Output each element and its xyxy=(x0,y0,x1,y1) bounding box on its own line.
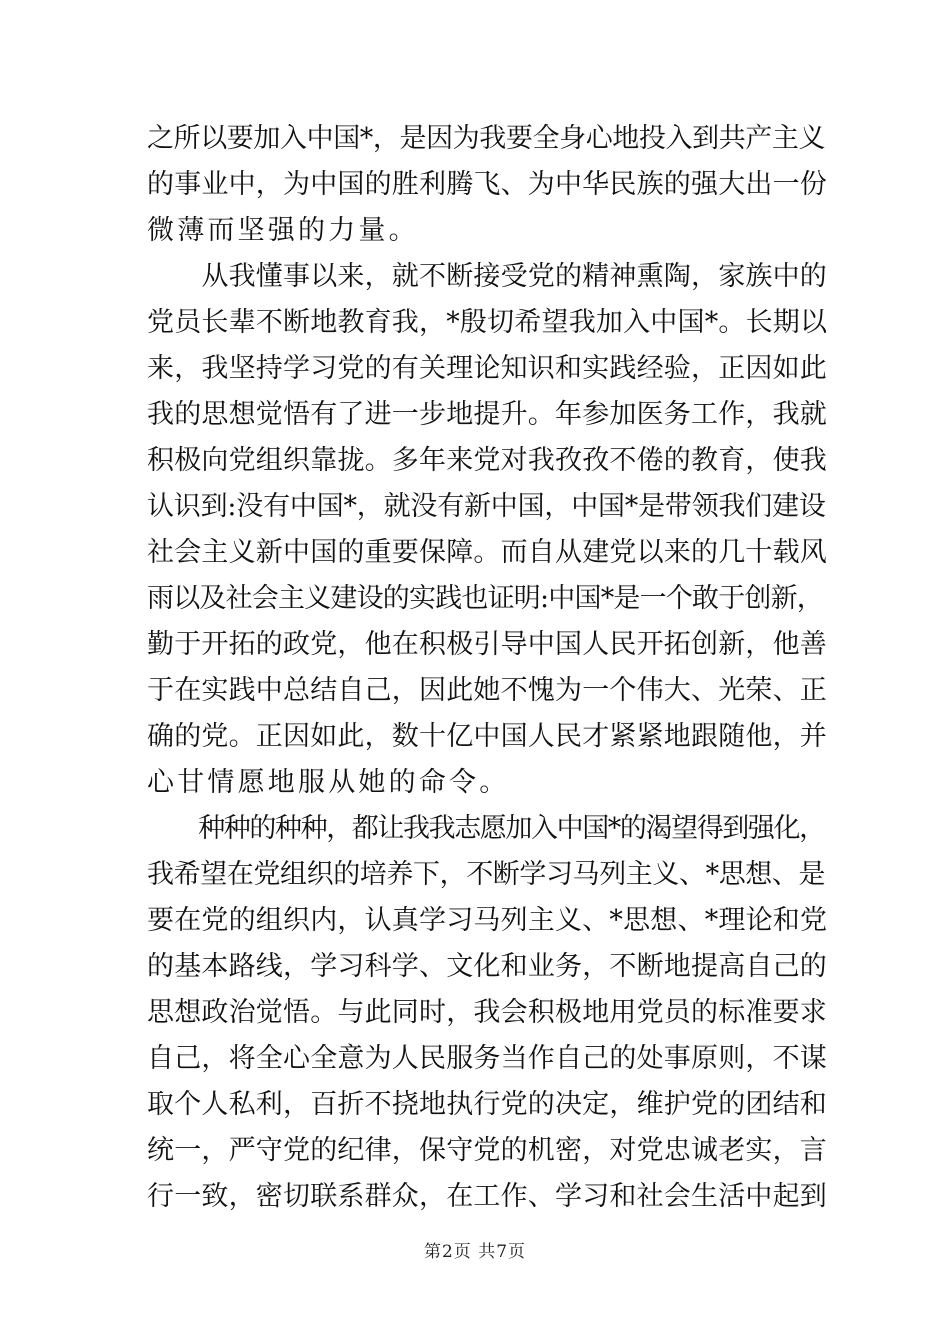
body-text-line: 要在党的组织内，认真学习马列主义、*思想、*理论和党 xyxy=(147,905,828,936)
body-text-line: 自己，将全心全意为人民服务当作自己的处事原则，不谋 xyxy=(147,1043,827,1074)
body-text-line: 微薄而坚强的力量。 xyxy=(147,215,419,246)
body-text-line: 积极向党组织靠拢。多年来党对我孜孜不倦的教育，使我 xyxy=(147,445,827,476)
body-text-line: 思想政治觉悟。与此同时，我会积极地用党员的标准要求 xyxy=(147,997,827,1028)
body-text-line: 雨以及社会主义建设的实践也证明:中国*是一个敢于创新， xyxy=(147,583,823,614)
body-text-line: 于在实践中总结自己，因此她不愧为一个伟大、光荣、正 xyxy=(147,675,827,706)
body-text-line: 来，我坚持学习党的有关理论知识和实践经验，正因如此 xyxy=(147,353,827,384)
body-text-line: 社会主义新中国的重要保障。而自从建党以来的几十载风 xyxy=(147,537,827,568)
body-text-line: 取个人私利，百折不挠地执行党的决定，维护党的团结和 xyxy=(147,1089,827,1120)
body-text-line: 种种的种种，都让我我志愿加入中国*的渴望得到强化， xyxy=(147,813,825,844)
body-text-line: 我的思想觉悟有了进一步地提升。年参加医务工作，我就 xyxy=(147,399,827,430)
body-text-line: 心甘情愿地服从她的命令。 xyxy=(147,767,510,798)
body-text-line: 的基本路线，学习科学、文化和业务，不断地提高自己的 xyxy=(147,951,827,982)
body-text-line: 统一，严守党的纪律，保守党的机密，对党忠诚老实，言 xyxy=(147,1135,827,1166)
body-text-line: 党员长辈不断地教育我，*殷切希望我加入中国*。长期以 xyxy=(147,307,828,338)
body-text-line: 之所以要加入中国*，是因为我要全身心地投入到共产主义 xyxy=(147,123,826,154)
body-text-line: 勤于开拓的政党，他在积极引导中国人民开拓创新，他善 xyxy=(147,629,827,660)
body-text-line: 从我懂事以来，就不断接受党的精神熏陶，家族中的 xyxy=(147,261,827,292)
body-text-line: 确的党。正因如此，数十亿中国人民才紧紧地跟随他，并 xyxy=(147,721,827,752)
body-text-line: 行一致，密切联系群众，在工作、学习和社会生活中起到 xyxy=(147,1181,827,1212)
page-number-footer: 第2页 共7页 xyxy=(423,1242,527,1262)
body-text-line: 认识到:没有中国*，就没有新中国，中国*是带领我们建设 xyxy=(147,491,826,522)
body-text-line: 的事业中，为中国的胜利腾飞、为中华民族的强大出一份 xyxy=(147,169,827,200)
body-text-line: 我希望在党组织的培养下，不断学习马列主义、*思想、是 xyxy=(147,859,826,890)
